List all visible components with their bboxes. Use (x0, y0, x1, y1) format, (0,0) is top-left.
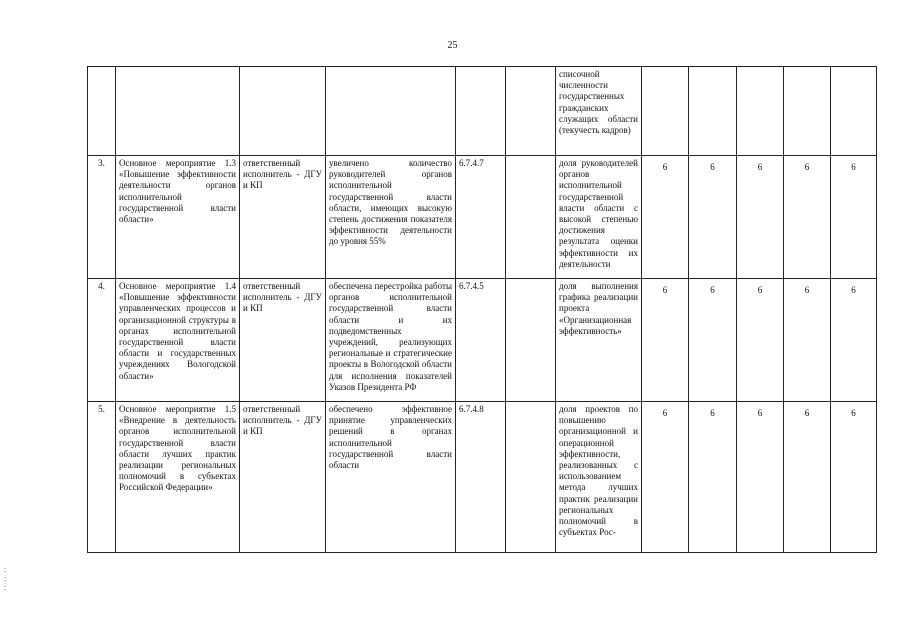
result-cell: увеличено количество руководителей органов исполнительной государственной власти области, имеющих высокую степень достижения показателя эффективности деятельности до уровня 55% (326, 156, 456, 279)
indicator-cell: доля руководителей органов исполнительной государственной власти области с высокой степенью достижения результата оценки эффективности их деятельности (556, 156, 642, 279)
value-cell: 6 (831, 156, 877, 279)
value-cell: 6 (642, 156, 689, 279)
result-cell: обеспечено эффективное принятие управленческих решений в органах исполнительной государственной власти области (326, 402, 456, 553)
table-row (88, 402, 877, 553)
row-index: 4. (88, 279, 116, 402)
activity-cell: Основное мероприятие 1.3 «Повышение эффективности деятельности органов исполнительной государственной власти области» (116, 156, 240, 279)
value-cell: 6 (737, 156, 784, 279)
executor-cell: ответственный исполнитель - ДГУ и КП (240, 402, 326, 553)
code-cell: 6.7.4.5 (456, 279, 506, 402)
value-cell: 6 (642, 279, 689, 402)
value-cell: 6 (689, 156, 737, 279)
value-cell: 6 (642, 402, 689, 553)
executor-cell: ответственный исполнитель - ДГУ и КП (240, 156, 326, 279)
value-cell: 6 (689, 279, 737, 402)
activities-table (87, 66, 877, 553)
indicator-cell: доля выполнения графика реализации проекта «Организационная эффективность» (556, 279, 642, 402)
row-index: 5. (88, 402, 116, 553)
value-cell: 6 (737, 279, 784, 402)
value-cell: 6 (737, 402, 784, 553)
code-cell: 6.7.4.7 (456, 156, 506, 279)
table-row (88, 67, 877, 156)
value-cell: 6 (831, 279, 877, 402)
table-row (88, 156, 877, 279)
value-cell: 6 (784, 279, 831, 402)
margin-marks: : : : (4, 565, 7, 592)
value-cell: 6 (831, 402, 877, 553)
row-index: 3. (88, 156, 116, 279)
indicator-cell: доля проектов по повышению организационной и операционной эффективности, реализованных с использованием метода лучших практик реализации региональных полномочий в субъектах Рос- (556, 402, 642, 553)
value-cell: 6 (689, 402, 737, 553)
activity-cell: Основное мероприятие 1.5 «Внедрение в деятельность органов исполнительной государственной власти области лучших практик реализации региональных полномочий в субъектах Российской Федерации» (116, 402, 240, 553)
code-cell: 6.7.4.8 (456, 402, 506, 553)
value-cell: 6 (784, 156, 831, 279)
activity-cell: Основное мероприятие 1.4 «Повышение эффективности управленческих процессов и организационной структуры в органах исполнительной государственной власти области и государственных учреждениях Вологодской области» (116, 279, 240, 402)
page-number: 25 (447, 40, 458, 51)
executor-cell: ответственный исполнитель - ДГУ и КП (240, 279, 326, 402)
result-cell: обеспечена перестройка работы органов исполнительной государственной власти области и их подведомственных учреждений, реализующих региональные и стратегические проекты в Вологодской области для исполнения показателей Указов Президента РФ (326, 279, 456, 402)
value-cell: 6 (784, 402, 831, 553)
indicator-cell: списочной численности государственных гражданских служащих области (текучесть кадров) (556, 67, 642, 156)
table-row (88, 279, 877, 402)
